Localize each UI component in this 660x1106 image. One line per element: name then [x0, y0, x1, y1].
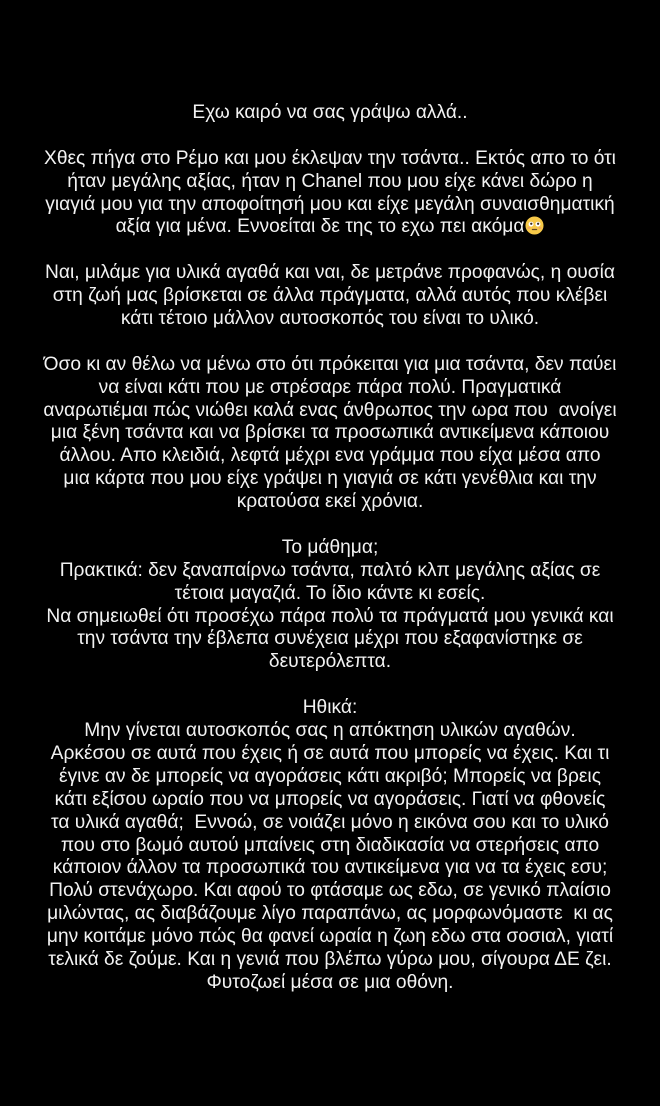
text-line [10, 835, 650, 858]
text-line-content: κάποιον άλλον τα προσωπικά του αντικείμενα για να τα έχεις εσυ; [52, 857, 608, 879]
text-line-content: άλλου. Απο κλειδιά, λεφτά μέχρι ενα γράμμα που είχα μέσα απο [59, 445, 601, 467]
text-line [10, 148, 650, 171]
text-line-content: μια ξένη τσάντα και να βρίσκει τα προσωπικά αντικείμενα κάποιου [50, 422, 610, 444]
text-line-content: στη ζωή μας βρίσκεται σε άλλα πράγματα, αλλά αυτός που κλέβει [52, 285, 608, 307]
text-line [10, 445, 650, 468]
text-line [10, 102, 650, 125]
text-line-content: δευτερόλεπτα. [268, 651, 392, 673]
text-line-content: γιαγιά μου για την αποφοίτησή μου και είχε μεγάλη συναισθηματική [45, 193, 615, 215]
text-line-content: να είναι κάτι που με στρέσαρε πάρα πολύ. Πραγματικά [98, 376, 562, 398]
text-line [10, 857, 650, 880]
text-line-content: τα υλικά αγαθά; Εννοώ, σε νοιάζει μόνο η εικόνα σου και το υλικό [51, 811, 609, 833]
text-line [10, 720, 650, 743]
text-line [10, 583, 650, 606]
text-line [10, 651, 650, 674]
text-line-content: Πρακτικά: δεν ξαναπαίρνω τσάντα, παλτό κλπ μεγάλης αξίας σε [59, 559, 601, 581]
text-line [10, 812, 650, 835]
text-line [10, 743, 650, 766]
text-line-content: Το μάθημα; [281, 536, 379, 558]
text-line-content: τελικά δε ζούμε. Και η γενιά που βλέπω γύρω μου, σίγουρα ΔΕ ζει. [48, 948, 612, 970]
text-line [10, 194, 650, 217]
text-line-content: Να σημειωθεί ότι προσέχω πάρα πολύ τα πράγματά μου γενικά και [46, 605, 614, 627]
text-line-content: μιλώντας, ας διαβάζουμε λίγο παραπάνω, ας μορφωνόμαστε κι ας [47, 903, 613, 925]
text-line [10, 880, 650, 903]
text-line [10, 949, 650, 972]
text-line [10, 537, 650, 560]
story-text [10, 102, 650, 995]
text-line-content: Μην γίνεται αυτοσκοπός σας η απόκτηση υλικών αγαθών. [84, 720, 576, 742]
text-line-content: αξία για μένα. Εννοείται δε της το εχω πει ακόμα [115, 216, 525, 238]
text-line [10, 972, 650, 995]
text-line [10, 308, 650, 331]
text-line-content: μην κοιτάμε μόνο πώς θα φανεί ωραία η ζωη εδω στα σοσιαλ, γιατί [46, 926, 614, 948]
text-line [10, 216, 650, 239]
text-line [10, 171, 650, 194]
text-line-content: έγινε αν δε μπορείς να αγοράσεις κάτι ακριβό; Μπορείς να βρεις [59, 765, 601, 787]
flushed-face-emoji-icon [525, 216, 544, 235]
text-line-content: ήταν μεγάλης αξίας, ήταν η Chanel που μου είχε κάνει δώρο η [67, 170, 593, 192]
text-line-content: Πολύ στενάχωρο. Και αφού το φτάσαμε ως εδω, σε γενικό πλαίσιο [49, 880, 611, 902]
text-line [10, 628, 650, 651]
text-line [10, 789, 650, 812]
text-line-content: μια κάρτα που μου είχε γράψει η γιαγιά σε κάτι γενέθλια και την [63, 468, 597, 490]
text-line-content: που στο βωμό αυτού μπαίνεις στη διαδικασία να στερήσεις απο [60, 834, 600, 856]
text-line [10, 697, 650, 720]
paragraph-gap [10, 239, 650, 262]
text-line-content: Εχω καιρό να σας γράψω αλλά.. [192, 102, 468, 123]
text-line [10, 560, 650, 583]
text-line-content: τέτοια μαγαζιά. Το ίδιο κάντε κι εσείς. [174, 582, 486, 604]
text-line [10, 422, 650, 445]
text-line [10, 903, 650, 926]
text-line-content: Ναι, μιλάμε για υλικά αγαθά και ναι, δε μετράνε προφανώς, η ουσία [45, 262, 615, 284]
text-line-content: την τσάντα την έβλεπα συνέχεια μέχρι που εξαφανίστηκε σε [77, 628, 583, 650]
text-line-content: Χθες πήγα στο Ρέμο και μου έκλεψαν την τσάντα.. Εκτός απο το ότι [44, 147, 616, 169]
text-line-content: κάτι τέτοιο μάλλον αυτοσκοπός του είναι το υλικό. [120, 308, 540, 330]
text-line [10, 926, 650, 949]
paragraph-gap [10, 674, 650, 697]
text-line [10, 354, 650, 377]
text-line [10, 606, 650, 629]
text-line [10, 377, 650, 400]
text-line-content: Αρκέσου σε αυτά που έχεις ή σε αυτά που μπορείς να έχεις. Και τι [50, 742, 610, 764]
text-line [10, 262, 650, 285]
paragraph-gap [10, 514, 650, 537]
text-line-content: Όσο κι αν θέλω να μένω στο ότι πρόκειται για μια τσάντα, δεν παύει [43, 353, 617, 375]
text-line-content: Ηθικά: [302, 697, 358, 719]
text-line [10, 285, 650, 308]
text-line [10, 491, 650, 514]
text-line [10, 468, 650, 491]
paragraph-gap [10, 125, 650, 148]
text-line [10, 400, 650, 423]
text-line-content: Φυτοζωεί μέσα σε μια οθόνη. [206, 971, 454, 993]
paragraph-gap [10, 331, 650, 354]
text-line-content: κάτι εξίσου ωραίο που να μπορείς να αγοράσεις. Γιατί να φθονείς [54, 788, 606, 810]
text-line-content: κρατούσα εκεί χρόνια. [236, 491, 424, 513]
text-line [10, 766, 650, 789]
text-line-content: αναρωτιέμαι πώς νιώθει καλά ενας άνθρωπος την ωρα που ανοίγει [43, 399, 617, 421]
